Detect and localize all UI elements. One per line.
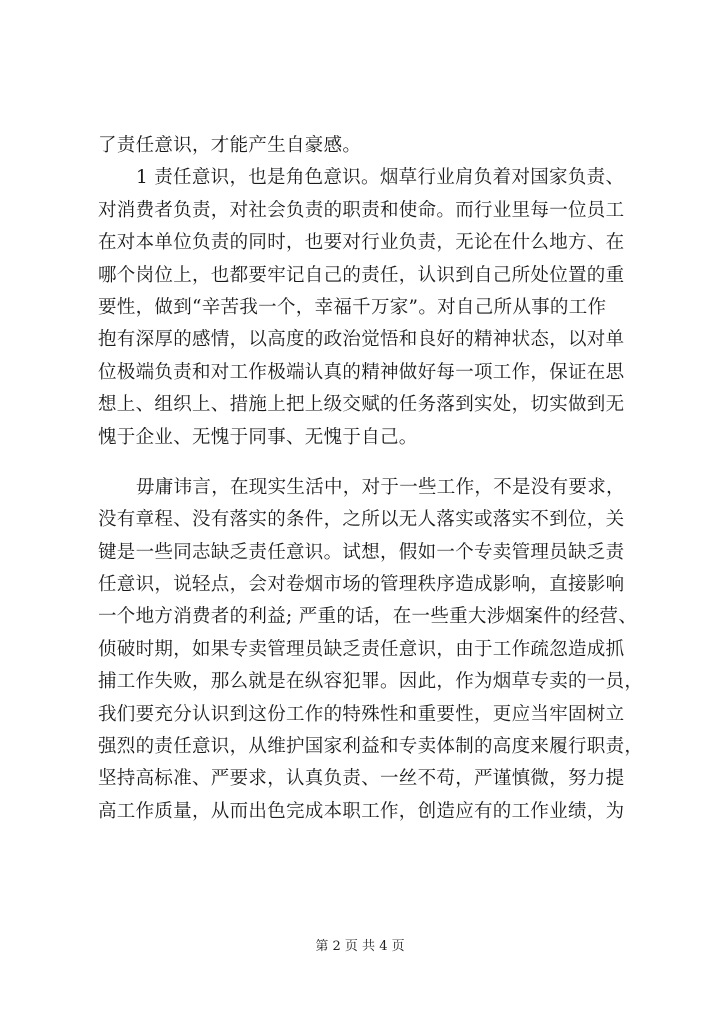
text-line: 没有章程、没有落实的条件，之所以无人落实或落实不到位，关 [98, 509, 625, 531]
text-line: 强烈的责任意识，从维护国家利益和专卖体制的高度来履行职责， [98, 736, 644, 758]
text-line: 哪个岗位上，也都要牢记自己的责任，认识到自己所处位置的重 [98, 264, 625, 286]
text-line: 在对本单位负责的同时，也要对行业负责，无论在什么地方、在 [98, 232, 625, 254]
text-line: 抱有深厚的感情，以高度的政治觉悟和良好的精神状态，以对单 [98, 329, 625, 351]
paragraph-1 [98, 130, 638, 162]
text-line: 愧于企业、无愧于同事、无愧于自己。 [98, 426, 418, 448]
paragraph-2 [98, 162, 638, 454]
text-line: 高工作质量，从而出色完成本职工作，创造应有的工作业绩，为 [98, 800, 625, 822]
text-line: 侦破时期，如果专卖管理员缺乏责任意识，由于工作疏忽造成抓 [98, 638, 625, 660]
text-line: 对消费者负责，对社会负责的职责和使命。而行业里每一位员工 [98, 199, 625, 221]
text-line: 想上、组织上、措施上把上级交赋的任务落到实处，切实做到无 [98, 394, 625, 416]
text-line: 了责任意识，才能产生自豪感。 [98, 135, 362, 156]
text-line: 一个地方消费者的利益; 严重的话，在一些重大涉烟案件的经营、 [98, 606, 638, 628]
page-number-footer: 第 2 页 共 4 页 [315, 939, 405, 954]
text-line: 捕工作失败，那么就是在纵容犯罪。因此，作为烟草专卖的一员， [98, 671, 644, 693]
text-line: 任意识，说轻点，会对卷烟市场的管理秩序造成影响，直接影响 [98, 574, 625, 596]
text-line: 1 责任意识，也是角色意识。烟草行业肩负着对国家负责、 [136, 167, 625, 189]
text-line: 我们要充分认识到这份工作的特殊性和重要性，更应当牢固树立 [98, 703, 625, 725]
text-line: 坚持高标准、严要求，认真负责、一丝不苟，严谨慎微，努力提 [98, 768, 625, 790]
text-line: 毋庸讳言，在现实生活中，对于一些工作，不是没有要求， [136, 476, 625, 498]
text-line: 位极端负责和对工作极端认真的精神做好每一项工作，保证在思 [98, 361, 625, 383]
body-text [98, 130, 644, 828]
paragraph-spacing [98, 454, 638, 472]
text-line: 要性，做到“辛苦我一个，幸福千万家”。对自己所从事的工作 [98, 296, 607, 318]
text-line: 键是一些同志缺乏责任意识。试想，假如一个专卖管理员缺乏责 [98, 541, 625, 563]
paragraph-3 [98, 472, 644, 828]
